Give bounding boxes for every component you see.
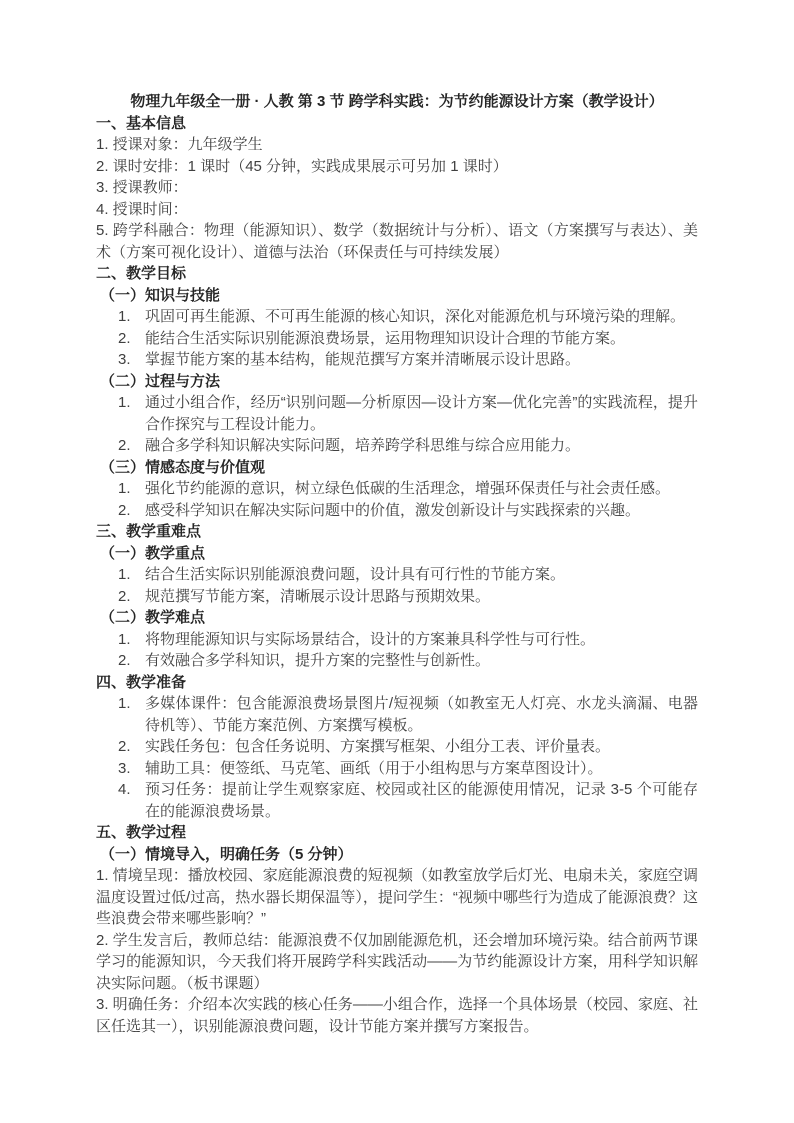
list-item-text: 感受科学知识在解决实际问题中的价值，激发创新设计与实践探索的兴趣。: [145, 501, 641, 519]
list-item-text: 能结合生活实际识别能源浪费场景，运用物理知识设计合理的节能方案。: [145, 329, 626, 347]
document-title: 物理九年级全一册 · 人教 第 3 节 跨学科实践：为节约能源设计方案（教学设计）: [130, 93, 664, 110]
list-item: [96, 736, 698, 758]
list-item: [96, 392, 698, 435]
list-item-text: 将物理能源知识与实际场景结合，设计的方案兼具科学性与可行性。: [145, 630, 596, 648]
list-item-text: 实践任务包：包含任务说明、方案撰写框架、小组分工表、评价量表。: [145, 738, 611, 755]
basic-info-item: 5. 跨学科融合：物理（能源知识）、数学（数据统计与分析）、语文（方案撰写与表达）、美术（方案可视化设计）、道德与法治（环保责任与可持续发展）: [96, 222, 698, 261]
subsection-heading-teaching-focus: （一）教学重点: [100, 544, 206, 562]
basic-info-item: 3. 授课教师：: [96, 179, 188, 196]
process-paragraph: 1. 情境呈现：播放校园、家庭能源浪费的短视频（如教室放学后灯光、电扇未关，家庭空调温度设置过低/过高，热水器长期保温等），提问学生：“视频中哪些行为造成了能源浪费？这些浪费会带来哪些影响？”: [96, 867, 698, 927]
list-item-text: 有效融合多学科知识，提升方案的完整性与创新性。: [145, 652, 491, 669]
subsection-heading-knowledge-skills: （一）知识与技能: [100, 286, 221, 304]
section-heading-process: 五、教学过程: [96, 824, 187, 841]
list-item-number: 1.: [118, 394, 131, 411]
list-item-text: 融合多学科知识解决实际问题，培养跨学科思维与综合应用能力。: [145, 437, 581, 454]
list-item-number: 1.: [118, 695, 131, 712]
basic-info-item: 4. 授课时间：: [96, 200, 188, 218]
list-item-number: 2.: [118, 738, 131, 755]
list-item: [96, 478, 698, 500]
basic-info-item: 1. 授课对象：九年级学生: [96, 136, 263, 153]
list-item-text: 通过小组合作，经历“识别问题—分析原因—设计方案—优化完善”的实践流程，提升合作探究与工程设计能力。: [145, 394, 698, 433]
list-item-text: 多媒体课件：包含能源浪费场景图片/短视频（如教室无人灯亮、水龙头滴漏、电器待机等）、节能方案范例、方案撰写模板。: [145, 695, 698, 734]
list-item-number: 3.: [118, 759, 131, 777]
list-item-number: 2.: [118, 329, 131, 347]
section-heading-key-points: 三、教学重难点: [96, 523, 202, 540]
section-heading-preparation: 四、教学准备: [96, 673, 187, 691]
list-item: [96, 500, 698, 522]
list-item-text: 辅助工具：便签纸、马克笔、画纸（用于小组构思与方案草图设计）。: [145, 759, 603, 777]
list-item: [96, 758, 698, 780]
process-paragraph: 3. 明确任务：介绍本次实践的核心任务——小组合作，选择一个具体场景（校园、家庭、社区任选其一），识别能源浪费问题，设计节能方案并撰写方案报告。: [96, 996, 698, 1035]
subsection-heading-values: （三）情感态度与价值观: [100, 458, 266, 476]
section-heading-objectives: 二、教学目标: [96, 265, 187, 282]
subsection-heading-teaching-difficulty: （二）教学难点: [100, 609, 206, 626]
list-item-number: 2.: [118, 587, 131, 605]
list-item-text: 强化节约能源的意识，树立绿色低碳的生活理念，增强环保责任与社会责任感。: [145, 480, 671, 497]
list-item: [96, 650, 698, 672]
list-item-number: 1.: [118, 630, 131, 648]
list-item-text: 掌握节能方案的基本结构，能规范撰写方案并清晰展示设计思路。: [145, 351, 581, 368]
list-item-number: 1.: [118, 566, 131, 583]
list-item-text: 规范撰写节能方案，清晰展示设计思路与预期效果。: [145, 587, 491, 605]
list-item-number: 2.: [118, 501, 131, 519]
list-item: [96, 328, 698, 350]
list-item: [96, 586, 698, 608]
basic-info-item: 2. 课时安排：1 课时（45 分钟，实践成果展示可另加 1 课时）: [96, 157, 508, 175]
list-item: [96, 349, 698, 371]
list-item-number: 2.: [118, 652, 131, 669]
subsection-heading-process-methods: （二）过程与方法: [100, 372, 221, 390]
process-paragraph: 2. 学生发言后，教师总结：能源浪费不仅加剧能源危机，还会增加环境污染。结合前两节课学习的能源知识，今天我们将开展跨学科实践活动——为节约能源设计方案，用科学知识解决实际问题。（板书课题）: [96, 931, 698, 992]
list-item: [96, 779, 698, 822]
list-item-number: 3.: [118, 351, 131, 368]
list-item-number: 1.: [118, 308, 131, 325]
list-item-text: 结合生活实际识别能源浪费问题，设计具有可行性的节能方案。: [145, 566, 566, 583]
list-item-number: 4.: [118, 781, 131, 798]
list-item: [96, 435, 698, 457]
list-item-number: 1.: [118, 480, 131, 497]
list-item: [96, 693, 698, 736]
list-item-number: 2.: [118, 437, 131, 454]
section-heading-basic-info: 一、基本信息: [96, 114, 187, 132]
list-item-text: 巩固可再生能源、不可再生能源的核心知识，深化对能源危机与环境污染的理解。: [145, 308, 686, 325]
list-item-text: 预习任务：提前让学生观察家庭、校园或社区的能源使用情况，记录 3-5 个可能存在的能源浪费场景。: [145, 781, 698, 820]
subsection-heading-situation-intro: （一）情境导入，明确任务（5 分钟）: [100, 845, 353, 863]
list-item: [96, 306, 698, 328]
list-item: [96, 564, 698, 586]
list-item: [96, 629, 698, 651]
